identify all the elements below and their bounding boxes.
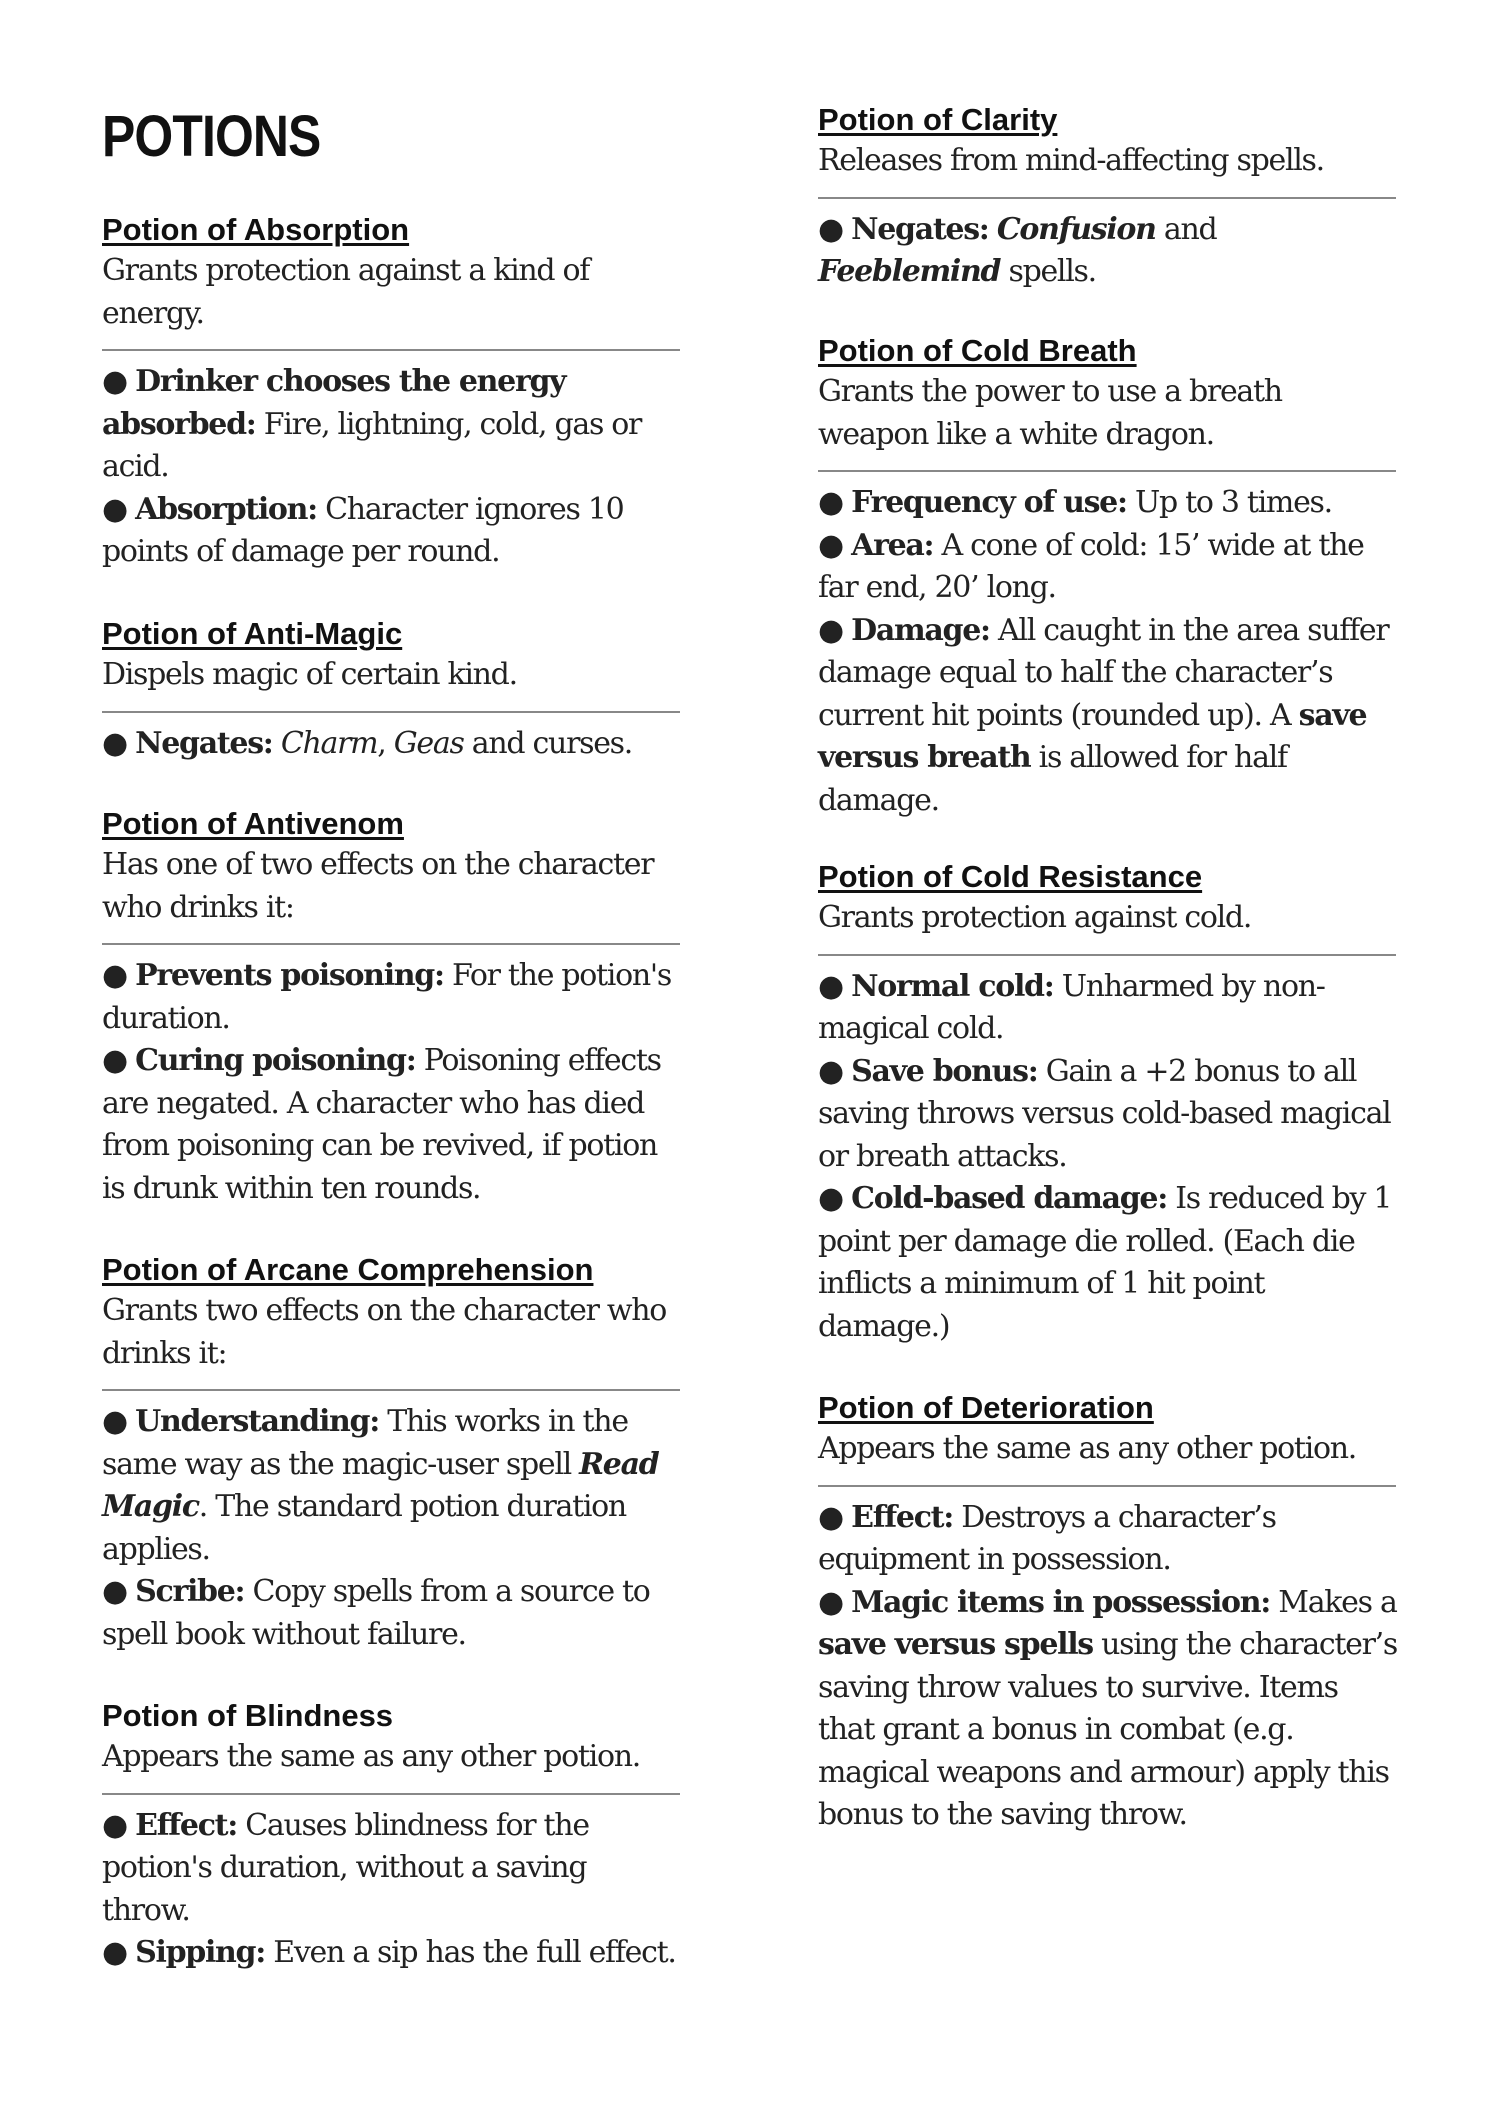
bullet-label: Negates:	[135, 725, 273, 761]
bullet-text: Gain a +2 bonus to all saving throws versus cold-based magical or breath attacks.	[818, 1053, 1391, 1174]
bullet-label: Sipping:	[135, 1935, 265, 1970]
bullet-item: ● Damage: All caught in the area suffer damage equal to half the character’s current hit points (rounded up). A save versus breath is allowed for half damage.	[818, 612, 1389, 818]
divider	[102, 349, 680, 351]
entry-potion-of-blindness	[102, 1696, 682, 1975]
bullet-text: is allowed for half damage.	[818, 740, 1287, 818]
bullet-emphasis: Confusion	[996, 211, 1156, 247]
entry-description: Grants protection against cold.	[818, 900, 1252, 935]
bullet-emphasis: Read Magic	[102, 1446, 659, 1524]
bullet-item: ● Effect: Destroys a character’s equipment in possession.	[818, 1499, 1276, 1577]
bullet-text: A cone of cold: 15’ wide at the far end, 20’ long.	[818, 527, 1364, 605]
divider	[818, 197, 1396, 199]
bullet-item: ● Effect: Causes blindness for the potion's duration, without a saving throw.	[102, 1807, 589, 1928]
divider	[102, 711, 680, 713]
bullet-label: Magic items in possession:	[851, 1584, 1271, 1620]
bullet-text: and curses.	[463, 725, 632, 761]
bullet-emphasis: Feeblemind	[818, 254, 1001, 289]
bullet-item: ● Understanding: This works in the same way as the magic-user spell Read Magic. The standard potion duration applies.	[102, 1404, 659, 1567]
bullet-text: using the character’s saving throw values to survive. Items that grant a bonus in combat (e.g. magical weapons and armour) apply this bonus to the saving throw.	[818, 1627, 1397, 1832]
bullet-italic: Charm	[280, 725, 378, 761]
bullet-item: ● Negates: Confusion and Feeblemind spells.	[818, 211, 1217, 289]
entry-description: Has one of two effects on the character who drinks it:	[102, 847, 654, 925]
entry-title: Potion of Clarity	[818, 102, 1058, 137]
bullet-text: Poisoning effects are negated. A character who has died from poisoning can be revived, if potion is drunk within ten rounds.	[102, 1043, 661, 1206]
bullet-text: Character ignores 10 points of damage per round.	[102, 491, 624, 569]
entry-title: Potion of Absorption	[102, 212, 410, 247]
entry-title: Potion of Antivenom	[102, 806, 404, 841]
bullet-label: Damage:	[851, 612, 990, 648]
bullet-label: Normal cold:	[851, 968, 1054, 1004]
bullet-label: Scribe:	[135, 1574, 245, 1609]
bullet-label: Effect:	[851, 1499, 953, 1535]
divider	[818, 1485, 1396, 1487]
bullet-bold: save versus breath	[818, 697, 1367, 775]
entry-description: Grants two effects on the character who drinks it:	[102, 1293, 667, 1371]
bullet-text: This works in the same way as the magic-user spell	[102, 1404, 628, 1482]
bullet-text: Unharmed by non-magical cold.	[818, 968, 1325, 1046]
entry-title: Potion of Blindness	[102, 1698, 394, 1733]
entry-title: Potion of Anti-Magic	[102, 616, 403, 651]
entry-potion-of-absorption	[102, 210, 682, 574]
divider	[102, 943, 680, 945]
bullet-italic: Geas	[393, 725, 464, 761]
bullet-item: ● Curing poisoning: Poisoning effects are negated. A character who has died from poisoning can be revived, if potion is drunk within ten rounds.	[102, 1043, 661, 1206]
entry-title: Potion of Cold Breath	[818, 333, 1137, 368]
bullet-item: ● Drinker chooses the energy absorbed: Fire, lightning, cold, gas or acid.	[102, 364, 642, 484]
entry-title: Potion of Deterioration	[818, 1390, 1154, 1425]
divider	[102, 1389, 680, 1391]
bullet-label: Absorption:	[135, 491, 317, 527]
bullet-text: Copy spells from a source to spell book without failure.	[102, 1574, 650, 1652]
entry-potion-of-deterioration	[818, 1388, 1398, 1837]
bullet-text: and	[1155, 211, 1217, 247]
divider	[818, 954, 1396, 956]
bullet-text: . The standard potion duration applies.	[102, 1489, 626, 1567]
entry-potion-of-clarity	[818, 100, 1398, 294]
bullet-label: Negates:	[851, 211, 989, 247]
bullet-item: ● Absorption: Character ignores 10 points of damage per round.	[102, 491, 624, 569]
bullet-item: ● Negates: Charm, Geas and curses.	[102, 725, 632, 761]
bullet-text: spells.	[1000, 254, 1096, 289]
bullet-label: Area:	[851, 527, 934, 563]
entry-potion-of-cold-breath	[818, 331, 1398, 822]
bullet-item: ● Scribe: Copy spells from a source to spell book without failure.	[102, 1574, 650, 1652]
bullet-item: ● Frequency of use: Up to 3 times.	[818, 485, 1332, 520]
bullet-text: Makes a	[1270, 1584, 1397, 1620]
bullet-item: ● Cold-based damage: Is reduced by 1 point per damage die rolled. (Each die inflicts a minimum of 1 hit point damage.)	[818, 1181, 1392, 1344]
bullet-text: Is reduced by 1 point per damage die rolled. (Each die inflicts a minimum of 1 hit point damage.)	[818, 1181, 1392, 1344]
bullet-label: Save bonus:	[851, 1053, 1038, 1089]
divider	[102, 1793, 680, 1795]
entry-potion-of-antivenom	[102, 804, 682, 1210]
bullet-item: ● Prevents poisoning: For the potion's duration.	[102, 958, 671, 1036]
bullet-label: Frequency of use:	[851, 485, 1127, 520]
entry-potion-of-anti-magic	[102, 614, 682, 765]
entry-potion-of-arcane-comprehension	[102, 1250, 682, 1656]
bullet-item: ● Save bonus: Gain a +2 bonus to all saving throws versus cold-based magical or breath attacks.	[818, 1053, 1391, 1174]
bullet-text: Destroys a character’s equipment in possession.	[818, 1499, 1276, 1577]
entry-description: Releases from mind-affecting spells.	[818, 143, 1324, 178]
bullet-text: Causes blindness for the potion's duration, without a saving throw.	[102, 1807, 589, 1928]
entry-description: Appears the same as any other potion.	[818, 1431, 1356, 1466]
entry-description: Grants the power to use a breath weapon like a white dragon.	[818, 374, 1282, 452]
entry-title: Potion of Arcane Comprehension	[102, 1252, 594, 1287]
bullet-text: Up to 3 times.	[1126, 485, 1332, 520]
bullet-item: ● Sipping: Even a sip has the full effect.	[102, 1935, 676, 1970]
bullet-bold: save versus spells	[818, 1627, 1093, 1662]
bullet-label: Cold-based damage:	[851, 1181, 1167, 1216]
entry-description: Appears the same as any other potion.	[102, 1739, 640, 1774]
bullet-text: Fire, lightning, cold, gas or acid.	[102, 406, 642, 484]
bullet-label: Prevents poisoning:	[135, 958, 444, 993]
bullet-text: Even a sip has the full effect.	[265, 1935, 676, 1970]
page-title: POTIONS	[102, 104, 321, 169]
bullet-text: For the potion's duration.	[102, 958, 671, 1036]
bullet-item: ● Normal cold: Unharmed by non-magical cold.	[818, 968, 1325, 1046]
bullet-label: Drinker chooses the energy absorbed:	[102, 364, 566, 442]
bullet-label: Understanding:	[135, 1404, 380, 1439]
bullet-text: ,	[377, 725, 394, 761]
bullet-text: All caught in the area suffer damage equal to half the character’s current hit points (rounded up). A	[818, 612, 1389, 733]
bullet-label: Effect:	[135, 1807, 237, 1843]
entry-title: Potion of Cold Resistance	[818, 859, 1203, 894]
bullet-item: ● Magic items in possession: Makes a save versus spells using the character’s saving throw values to survive. Items that grant a bonus in combat (e.g. magical weapons and armour) apply this bonus to the saving throw.	[818, 1584, 1397, 1832]
entry-description: Grants protection against a kind of energy.	[102, 253, 590, 331]
divider	[818, 470, 1396, 472]
entry-potion-of-cold-resistance	[818, 857, 1398, 1348]
bullet-label: Curing poisoning:	[135, 1043, 416, 1078]
bullet-item: ● Area: A cone of cold: 15’ wide at the far end, 20’ long.	[818, 527, 1364, 605]
entry-description: Dispels magic of certain kind.	[102, 657, 517, 692]
